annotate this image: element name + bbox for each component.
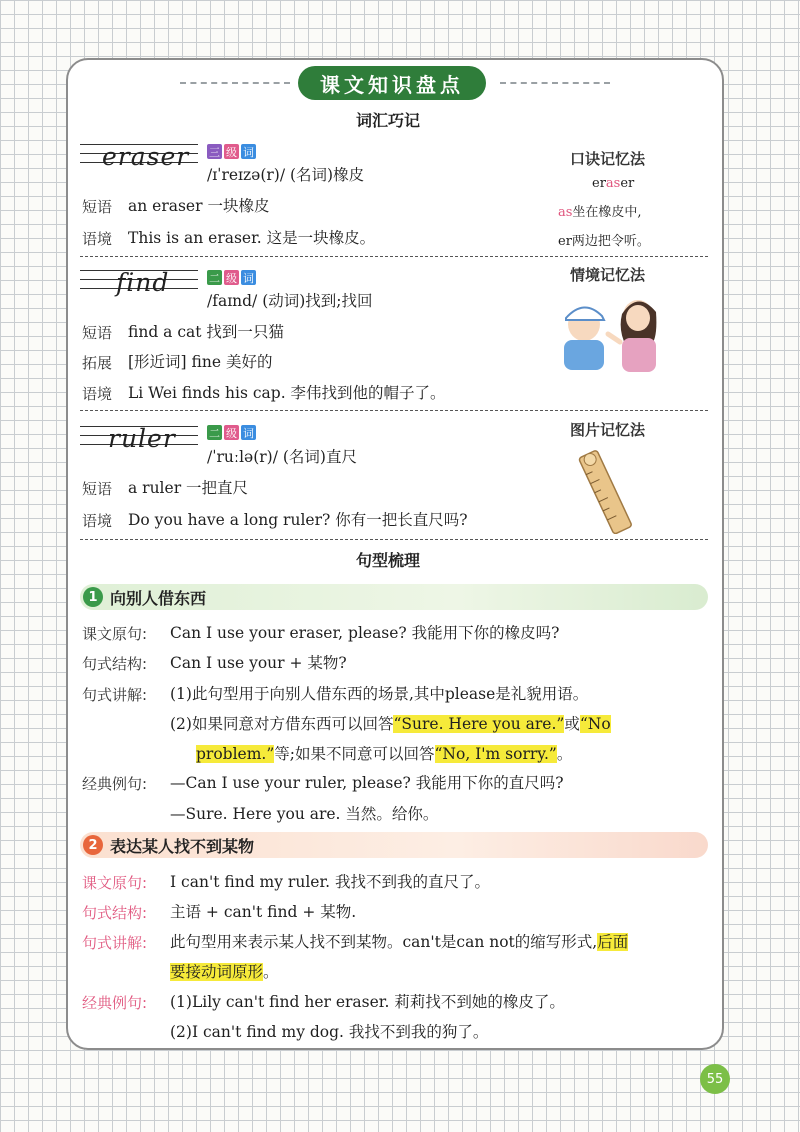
structure-text: Can I use your + 某物? xyxy=(170,654,347,672)
phrase-text: an eraser 一块橡皮 xyxy=(128,197,270,215)
original-label: 课文原句: xyxy=(82,874,148,892)
example-1: (1)Lily can't find her eraser. 莉莉找不到她的橡皮了。 xyxy=(170,993,565,1011)
context-text: This is an eraser. 这是一块橡皮。 xyxy=(128,229,376,247)
context-text: Li Wei finds his cap. 李伟找到他的帽子了。 xyxy=(128,384,446,402)
scene-memory-title: 情境记忆法 xyxy=(570,266,646,284)
example-2: —Sure. Here you are. 当然。给你。 xyxy=(170,805,439,823)
context-text: Do you have a long ruler? 你有一把长直尺吗? xyxy=(128,511,468,529)
original-sentence: I can't find my ruler. 我找不到我的直尺了。 xyxy=(170,873,491,891)
original-label: 课文原句: xyxy=(82,625,148,643)
explain-label: 句式讲解: xyxy=(82,934,148,952)
explain-1: 此句型用来表示某人找不到某物。can't是can not的缩写形式,后面 xyxy=(170,933,629,951)
banner-divider-right xyxy=(500,82,610,84)
vocab-word: find xyxy=(116,268,170,297)
divider xyxy=(80,539,708,540)
structure-label: 句式结构: xyxy=(82,655,148,673)
section-title: 向别人借东西 xyxy=(110,588,207,608)
explain-2: (2)如果同意对方借东西可以回答“Sure. Here you are.”或“No xyxy=(170,715,611,733)
oral-word: eraser xyxy=(592,176,635,191)
section-number: 1 xyxy=(83,587,103,607)
structure-text: 主语 + can't find + 某物. xyxy=(170,903,357,921)
vocab-word: eraser xyxy=(102,142,190,171)
section-number: 2 xyxy=(83,835,103,855)
explain-2-cont: problem.”等;如果不同意可以回答“No, I'm sorry.”。 xyxy=(196,745,573,763)
explain-label: 句式讲解: xyxy=(82,686,148,704)
ruler-illustration xyxy=(570,444,640,534)
context-label: 语境 xyxy=(82,230,113,248)
divider xyxy=(80,410,708,411)
structure-label: 句式结构: xyxy=(82,904,148,922)
pattern-heading: 句型梳理 xyxy=(356,548,420,571)
extend-text: [形近词] fine 美好的 xyxy=(128,353,273,371)
vocab-heading: 词汇巧记 xyxy=(356,108,420,131)
context-label: 语境 xyxy=(82,512,113,530)
extend-label: 拓展 xyxy=(82,354,113,372)
example-1: —Can I use your ruler, please? 我能用下你的直尺吗? xyxy=(170,774,564,792)
example-label: 经典例句: xyxy=(82,994,148,1012)
banner-divider-left xyxy=(180,82,290,84)
explain-1-cont: 要接动词原形。 xyxy=(170,963,279,981)
oral-line-2: er两边把令听。 xyxy=(558,234,650,249)
oral-memory-title: 口诀记忆法 xyxy=(570,150,646,168)
section-bar xyxy=(80,584,708,610)
divider xyxy=(80,256,708,257)
original-sentence: Can I use your eraser, please? 我能用下你的橡皮吗? xyxy=(170,624,560,642)
phonetic: /ˈruːlə(r)/ (名词)直尺 xyxy=(207,448,357,466)
section-title: 表达某人找不到某物 xyxy=(110,836,255,856)
phrase-label: 短语 xyxy=(82,480,113,498)
grade-badge: 三 级 词 xyxy=(209,145,254,159)
oral-line-1: as坐在橡皮中, xyxy=(558,205,642,220)
scene-illustration xyxy=(552,290,672,372)
grade-badge: 二 级 词 xyxy=(209,426,254,440)
phrase-label: 短语 xyxy=(82,198,113,216)
explain-1: (1)此句型用于向别人借东西的场景,其中please是礼貌用语。 xyxy=(170,685,589,703)
section-bar xyxy=(80,832,708,858)
picture-memory-title: 图片记忆法 xyxy=(570,421,646,439)
example-2: (2)I can't find my dog. 我找不到我的狗了。 xyxy=(170,1023,489,1041)
phonetic: /ɪˈreɪzə(r)/ (名词)橡皮 xyxy=(207,166,365,184)
context-label: 语境 xyxy=(82,385,113,403)
phrase-text: a ruler 一把直尺 xyxy=(128,479,249,497)
grade-badge: 二 级 词 xyxy=(209,271,254,285)
phrase-label: 短语 xyxy=(82,324,113,342)
phrase-text: find a cat 找到一只猫 xyxy=(128,323,284,341)
page-banner: 课文知识盘点 xyxy=(298,66,486,100)
page-number: 55 xyxy=(700,1064,730,1094)
example-label: 经典例句: xyxy=(82,775,148,793)
phonetic: /faɪnd/ (动词)找到;找回 xyxy=(207,292,373,310)
vocab-word: ruler xyxy=(108,424,176,453)
